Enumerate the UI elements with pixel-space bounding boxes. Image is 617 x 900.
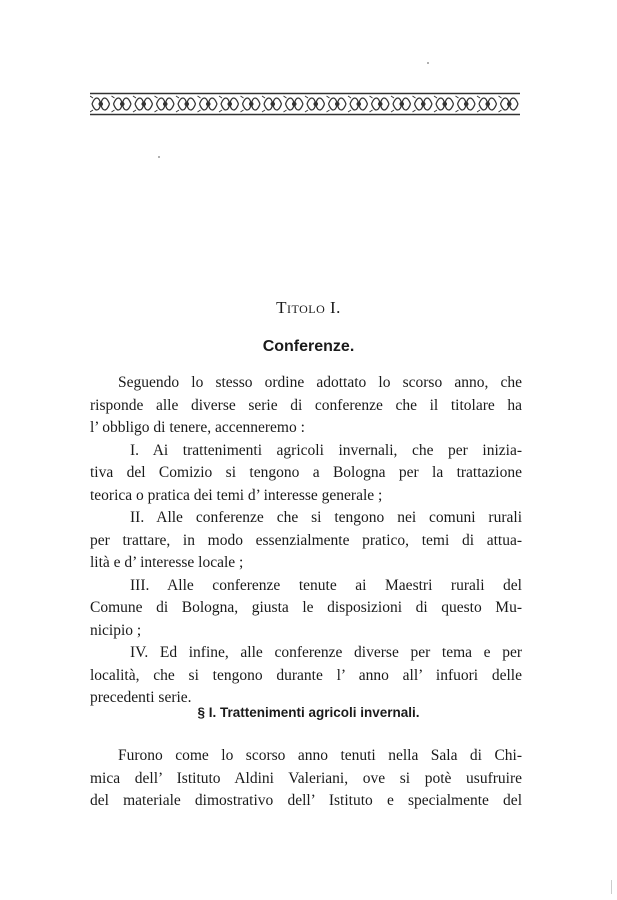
title-heading <box>0 298 617 318</box>
list-item-iv-line: località, che si tengono durante l’ anno all’ infuori delle <box>90 666 522 684</box>
list-item-ii-line: lità e d’ interesse locale ; <box>90 554 244 571</box>
scan-speck <box>427 62 429 64</box>
list-item-iv-line: precedenti serie. <box>90 689 192 706</box>
text-line: l’ obbligo di tenere, accenneremo : <box>90 419 305 436</box>
text-line: del materiale dimostrativo dell’ Istituto e specialmente del <box>90 792 522 809</box>
list-item-i-line: tiva del Comizio si tengono a Bologna per la trattazione <box>90 464 522 481</box>
list-item-ii-line: per trattare, in modo essenzialmente pratico, temi di attua- <box>90 531 522 549</box>
list-item-iv-line: IV. Ed infine, alle conferenze diverse per tema e per <box>130 644 522 661</box>
list-item-i-line: I. Ai trattenimenti agricoli invernali, che per inizia- <box>130 441 522 459</box>
text-line: mica dell’ Istituto Aldini Valeriani, ove si potè usufruire <box>90 769 522 787</box>
list-item-iii-line: III. Alle conferenze tenute ai Maestri rurali del <box>130 576 522 594</box>
subsection-paragraph <box>90 745 522 813</box>
scan-speck <box>611 880 612 894</box>
list-item-ii-line: II. Alle conferenze che si tengono nei comuni rurali <box>130 509 522 526</box>
title-number: I. <box>329 298 341 317</box>
list-item-iii-line: nicipio ; <box>90 621 142 639</box>
list-item-iii-line: Comune di Bologna, giusta le disposizioni di questo Mu- <box>90 599 522 616</box>
text-line: Seguendo lo stesso ordine adottato lo scorso anno, che <box>118 374 522 391</box>
decorative-ornament-band <box>90 92 520 116</box>
text-line: Furono come lo scorso anno tenuti nella Sala di Chi- <box>118 747 522 764</box>
text-line: risponde alle diverse serie di conferenze che il titolare ha <box>90 396 522 414</box>
list-item-i-line: teorica o pratica dei temi d’ interesse generale ; <box>90 486 383 504</box>
subsection-heading: § I. Trattenimenti agricoli invernali. <box>197 705 420 720</box>
title-prefix: Titolo <box>276 298 326 317</box>
section-title: Conferenze. <box>262 338 355 355</box>
intro-paragraph <box>90 372 522 710</box>
scan-speck <box>158 156 160 158</box>
